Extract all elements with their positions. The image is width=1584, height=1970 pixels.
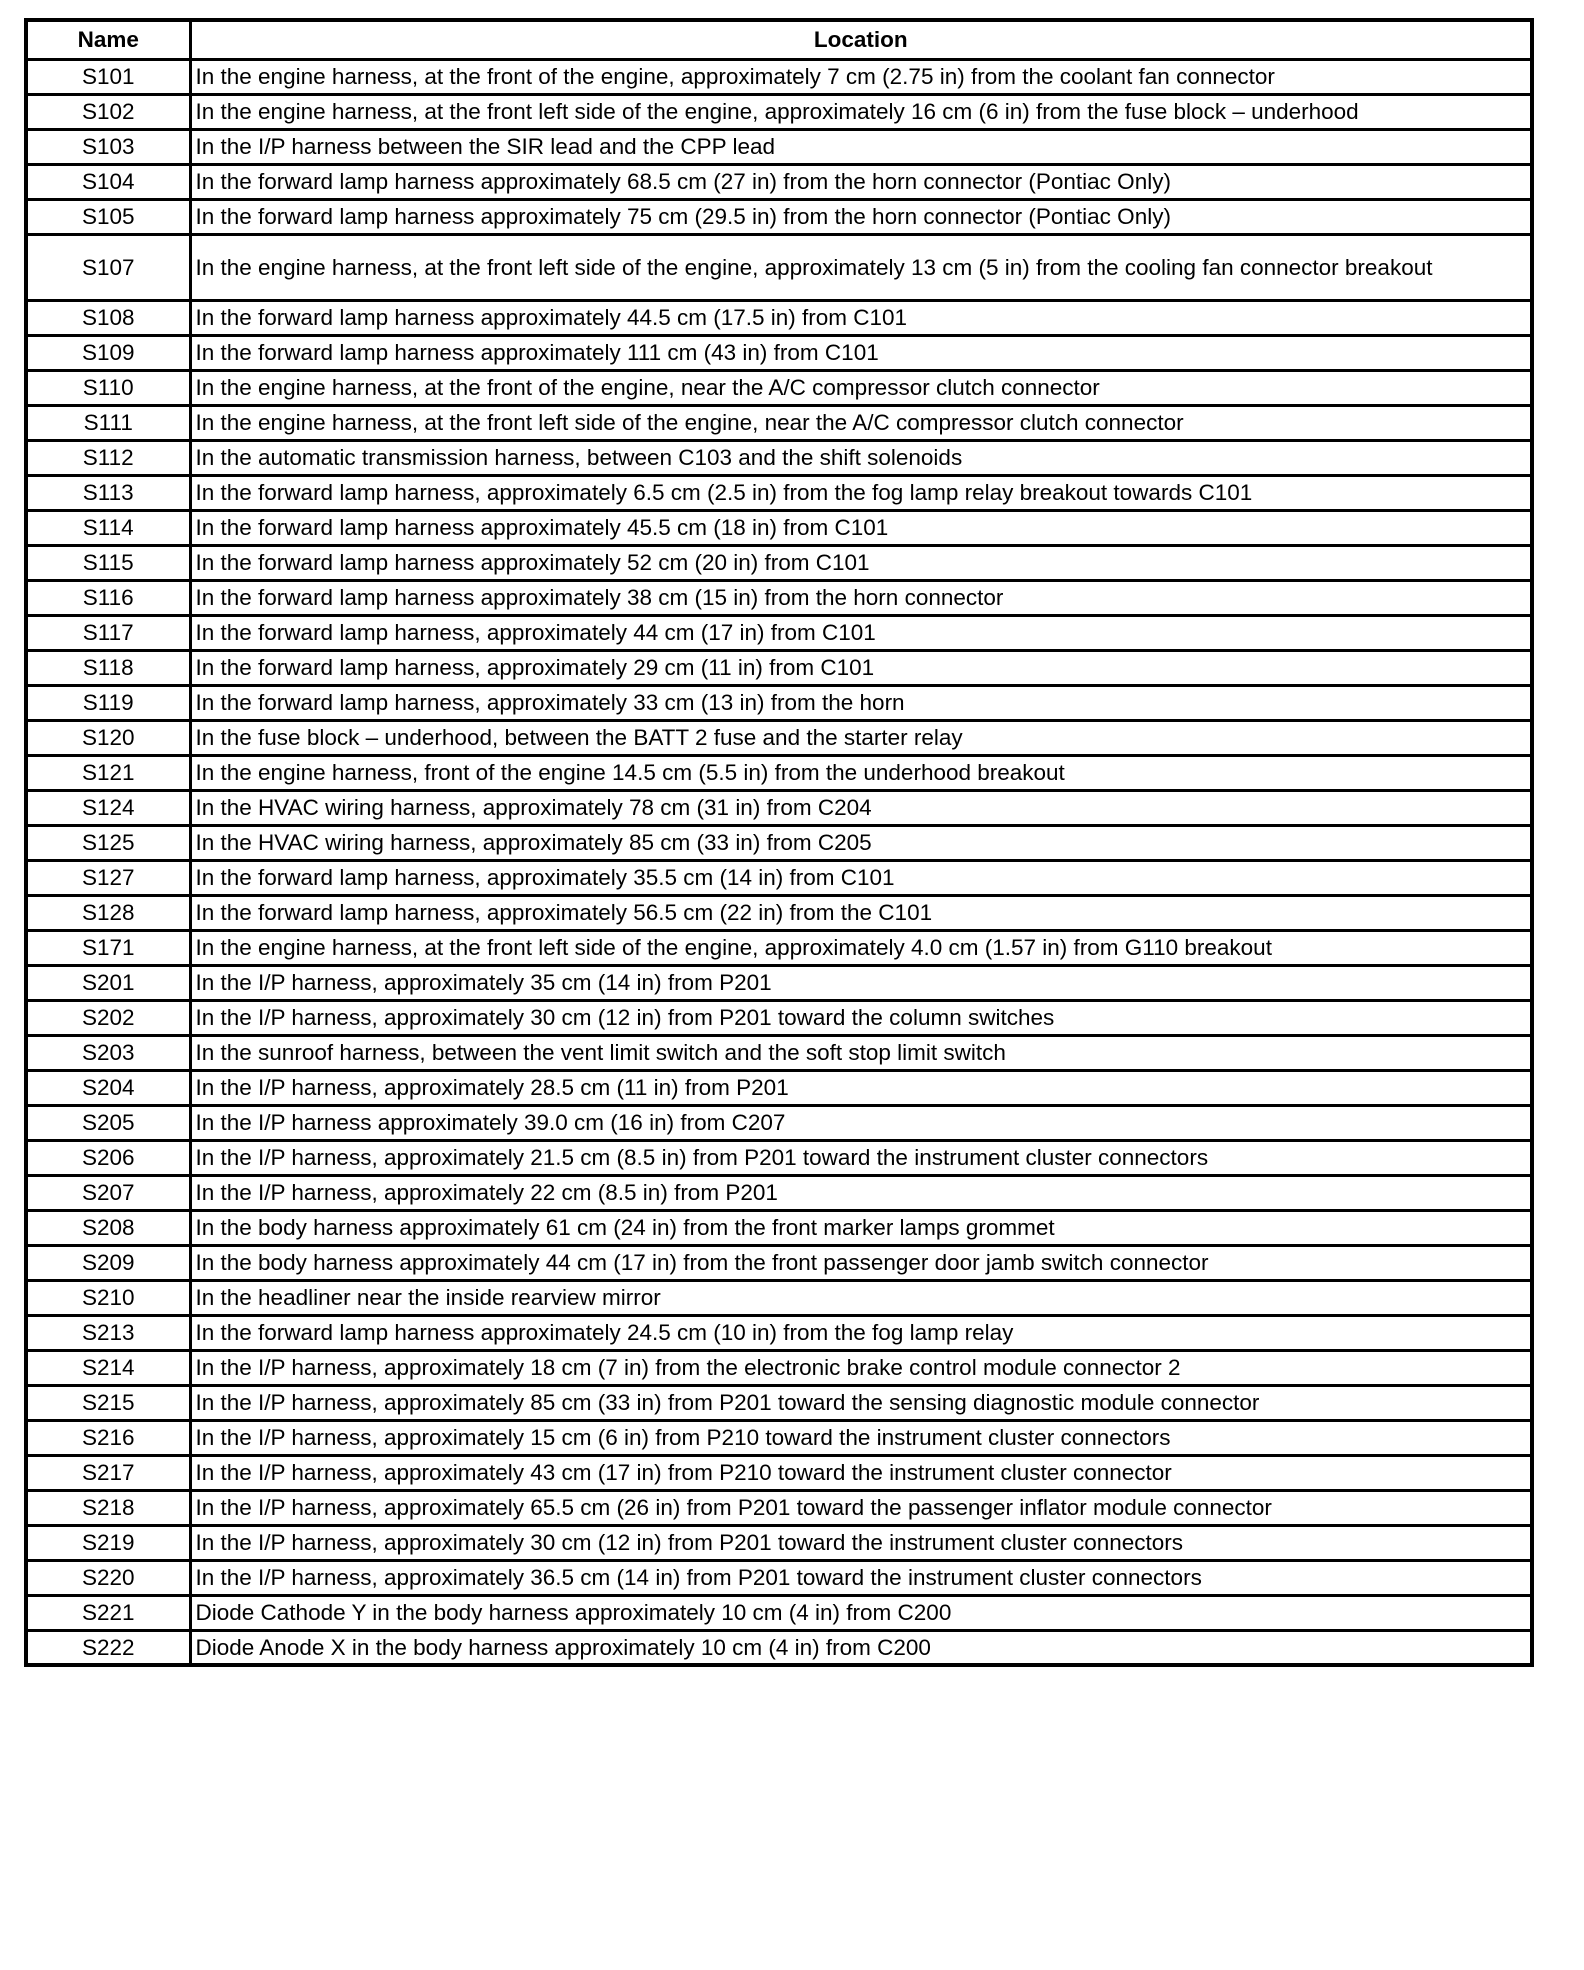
table-row xyxy=(26,1210,1532,1245)
splice-name-cell: S205 xyxy=(26,1105,190,1140)
table-row xyxy=(26,1490,1532,1525)
splice-name-cell: S171 xyxy=(26,930,190,965)
splice-location-cell: In the I/P harness, approximately 43 cm (17 in) from P210 toward the instrument cluster connector xyxy=(190,1455,1532,1490)
splice-name-cell: S119 xyxy=(26,685,190,720)
table-row xyxy=(26,1000,1532,1035)
table-row xyxy=(26,825,1532,860)
splice-name-cell: S127 xyxy=(26,860,190,895)
splice-location-cell: In the I/P harness, approximately 22 cm (8.5 in) from P201 xyxy=(190,1175,1532,1210)
splice-location-cell: In the I/P harness approximately 39.0 cm (16 in) from C207 xyxy=(190,1105,1532,1140)
splice-location-cell: In the forward lamp harness approximately 68.5 cm (27 in) from the horn connector (Pontiac Only) xyxy=(190,164,1532,199)
splice-name-cell: S108 xyxy=(26,300,190,335)
table-row xyxy=(26,199,1532,234)
splice-name-cell: S209 xyxy=(26,1245,190,1280)
splice-name-cell: S117 xyxy=(26,615,190,650)
table-row xyxy=(26,650,1532,685)
splice-name-cell: S125 xyxy=(26,825,190,860)
splice-name-cell: S116 xyxy=(26,580,190,615)
table-row xyxy=(26,1315,1532,1350)
splice-name-cell: S215 xyxy=(26,1385,190,1420)
splice-location-cell: In the forward lamp harness approximately 24.5 cm (10 in) from the fog lamp relay xyxy=(190,1315,1532,1350)
splice-location-cell: In the forward lamp harness, approximately 44 cm (17 in) from C101 xyxy=(190,615,1532,650)
table-row xyxy=(26,1455,1532,1490)
splice-location-cell: In the forward lamp harness approximately 38 cm (15 in) from the horn connector xyxy=(190,580,1532,615)
table-row xyxy=(26,720,1532,755)
splice-name-cell: S216 xyxy=(26,1420,190,1455)
splice-name-cell: S206 xyxy=(26,1140,190,1175)
splice-location-cell: In the HVAC wiring harness, approximately 78 cm (31 in) from C204 xyxy=(190,790,1532,825)
table-row xyxy=(26,475,1532,510)
splice-location-cell: In the forward lamp harness, approximately 29 cm (11 in) from C101 xyxy=(190,650,1532,685)
splice-name-cell: S203 xyxy=(26,1035,190,1070)
splice-location-cell: In the engine harness, at the front of the engine, near the A/C compressor clutch connector xyxy=(190,370,1532,405)
splice-name-cell: S107 xyxy=(26,234,190,300)
table-row xyxy=(26,1630,1532,1665)
table-row xyxy=(26,965,1532,1000)
splice-location-cell: Diode Anode X in the body harness approximately 10 cm (4 in) from C200 xyxy=(190,1630,1532,1665)
table-row xyxy=(26,755,1532,790)
table-row xyxy=(26,234,1532,300)
table-row xyxy=(26,1175,1532,1210)
splice-location-cell: In the engine harness, at the front left side of the engine, near the A/C compressor clutch connector xyxy=(190,405,1532,440)
splice-location-cell: Diode Cathode Y in the body harness approximately 10 cm (4 in) from C200 xyxy=(190,1595,1532,1630)
splice-name-cell: S120 xyxy=(26,720,190,755)
table-row xyxy=(26,1560,1532,1595)
splice-name-cell: S218 xyxy=(26,1490,190,1525)
table-row xyxy=(26,94,1532,129)
splice-location-cell: In the forward lamp harness, approximately 33 cm (13 in) from the horn xyxy=(190,685,1532,720)
splice-location-cell: In the body harness approximately 44 cm (17 in) from the front passenger door jamb switch connector xyxy=(190,1245,1532,1280)
table-row xyxy=(26,1035,1532,1070)
splice-name-cell: S201 xyxy=(26,965,190,1000)
table-row xyxy=(26,1105,1532,1140)
splice-location-table xyxy=(24,18,1534,1667)
splice-location-cell: In the I/P harness, approximately 21.5 cm (8.5 in) from P201 toward the instrument cluster connectors xyxy=(190,1140,1532,1175)
splice-location-cell: In the automatic transmission harness, between C103 and the shift solenoids xyxy=(190,440,1532,475)
splice-location-cell: In the forward lamp harness approximately 45.5 cm (18 in) from C101 xyxy=(190,510,1532,545)
table-row xyxy=(26,370,1532,405)
table-row xyxy=(26,1385,1532,1420)
table-row xyxy=(26,895,1532,930)
splice-name-cell: S105 xyxy=(26,199,190,234)
table-row xyxy=(26,440,1532,475)
splice-name-cell: S102 xyxy=(26,94,190,129)
splice-name-cell: S222 xyxy=(26,1630,190,1665)
splice-location-cell: In the body harness approximately 61 cm (24 in) from the front marker lamps grommet xyxy=(190,1210,1532,1245)
table-body xyxy=(26,59,1532,1665)
table-row xyxy=(26,930,1532,965)
table-row xyxy=(26,1350,1532,1385)
splice-location-cell: In the I/P harness, approximately 28.5 cm (11 in) from P201 xyxy=(190,1070,1532,1105)
table-row xyxy=(26,615,1532,650)
splice-name-cell: S111 xyxy=(26,405,190,440)
splice-name-cell: S214 xyxy=(26,1350,190,1385)
column-header-name: Name xyxy=(26,20,190,59)
table-row xyxy=(26,129,1532,164)
splice-location-cell: In the I/P harness, approximately 35 cm (14 in) from P201 xyxy=(190,965,1532,1000)
table-row xyxy=(26,405,1532,440)
table-row xyxy=(26,300,1532,335)
splice-name-cell: S110 xyxy=(26,370,190,405)
splice-location-cell: In the engine harness, at the front left side of the engine, approximately 16 cm (6 in) from the fuse block – underhood xyxy=(190,94,1532,129)
table-row xyxy=(26,164,1532,199)
splice-name-cell: S109 xyxy=(26,335,190,370)
splice-name-cell: S114 xyxy=(26,510,190,545)
splice-location-cell: In the forward lamp harness, approximately 6.5 cm (2.5 in) from the fog lamp relay breakout towards C101 xyxy=(190,475,1532,510)
splice-location-sheet xyxy=(24,18,1530,1667)
splice-name-cell: S121 xyxy=(26,755,190,790)
splice-location-cell: In the engine harness, front of the engine 14.5 cm (5.5 in) from the underhood breakout xyxy=(190,755,1532,790)
splice-location-cell: In the fuse block – underhood, between the BATT 2 fuse and the starter relay xyxy=(190,720,1532,755)
splice-location-cell: In the I/P harness, approximately 18 cm (7 in) from the electronic brake control module connector 2 xyxy=(190,1350,1532,1385)
table-row xyxy=(26,1525,1532,1560)
splice-name-cell: S104 xyxy=(26,164,190,199)
splice-location-cell: In the I/P harness, approximately 65.5 cm (26 in) from P201 toward the passenger inflator module connector xyxy=(190,1490,1532,1525)
splice-name-cell: S124 xyxy=(26,790,190,825)
splice-name-cell: S204 xyxy=(26,1070,190,1105)
table-row xyxy=(26,545,1532,580)
table-row xyxy=(26,1140,1532,1175)
splice-location-cell: In the forward lamp harness, approximately 35.5 cm (14 in) from C101 xyxy=(190,860,1532,895)
splice-location-cell: In the I/P harness, approximately 15 cm (6 in) from P210 toward the instrument cluster connectors xyxy=(190,1420,1532,1455)
splice-name-cell: S217 xyxy=(26,1455,190,1490)
splice-name-cell: S202 xyxy=(26,1000,190,1035)
splice-name-cell: S101 xyxy=(26,59,190,94)
splice-name-cell: S113 xyxy=(26,475,190,510)
splice-name-cell: S115 xyxy=(26,545,190,580)
splice-name-cell: S128 xyxy=(26,895,190,930)
splice-location-cell: In the I/P harness, approximately 30 cm (12 in) from P201 toward the instrument cluster connectors xyxy=(190,1525,1532,1560)
splice-name-cell: S208 xyxy=(26,1210,190,1245)
table-row xyxy=(26,685,1532,720)
table-row xyxy=(26,1280,1532,1315)
splice-name-cell: S112 xyxy=(26,440,190,475)
splice-name-cell: S221 xyxy=(26,1595,190,1630)
splice-location-cell: In the engine harness, at the front left side of the engine, approximately 4.0 cm (1.57 in) from G110 breakout xyxy=(190,930,1532,965)
column-header-location: Location xyxy=(190,20,1532,59)
table-row xyxy=(26,1245,1532,1280)
splice-location-cell: In the I/P harness between the SIR lead and the CPP lead xyxy=(190,129,1532,164)
table-row xyxy=(26,1420,1532,1455)
table-row xyxy=(26,1595,1532,1630)
splice-name-cell: S103 xyxy=(26,129,190,164)
table-header xyxy=(26,20,1532,59)
table-row xyxy=(26,510,1532,545)
splice-name-cell: S220 xyxy=(26,1560,190,1595)
header-row xyxy=(26,20,1532,59)
splice-name-cell: S213 xyxy=(26,1315,190,1350)
splice-location-cell: In the forward lamp harness, approximately 56.5 cm (22 in) from the C101 xyxy=(190,895,1532,930)
table-row xyxy=(26,335,1532,370)
table-row xyxy=(26,59,1532,94)
splice-location-cell: In the HVAC wiring harness, approximately 85 cm (33 in) from C205 xyxy=(190,825,1532,860)
splice-location-cell: In the sunroof harness, between the vent limit switch and the soft stop limit switch xyxy=(190,1035,1532,1070)
splice-location-cell: In the forward lamp harness approximately 44.5 cm (17.5 in) from C101 xyxy=(190,300,1532,335)
splice-location-cell: In the forward lamp harness approximately 111 cm (43 in) from C101 xyxy=(190,335,1532,370)
splice-location-cell: In the I/P harness, approximately 30 cm (12 in) from P201 toward the column switches xyxy=(190,1000,1532,1035)
table-row xyxy=(26,860,1532,895)
splice-name-cell: S118 xyxy=(26,650,190,685)
splice-location-cell: In the I/P harness, approximately 85 cm (33 in) from P201 toward the sensing diagnostic module connector xyxy=(190,1385,1532,1420)
table-row xyxy=(26,580,1532,615)
splice-name-cell: S219 xyxy=(26,1525,190,1560)
splice-location-cell: In the engine harness, at the front left side of the engine, approximately 13 cm (5 in) from the cooling fan connector breakout xyxy=(190,234,1532,300)
splice-name-cell: S207 xyxy=(26,1175,190,1210)
table-row xyxy=(26,1070,1532,1105)
splice-name-cell: S210 xyxy=(26,1280,190,1315)
splice-location-cell: In the I/P harness, approximately 36.5 cm (14 in) from P201 toward the instrument cluster connectors xyxy=(190,1560,1532,1595)
splice-location-cell: In the forward lamp harness approximately 52 cm (20 in) from C101 xyxy=(190,545,1532,580)
splice-location-cell: In the forward lamp harness approximately 75 cm (29.5 in) from the horn connector (Pontiac Only) xyxy=(190,199,1532,234)
splice-location-cell: In the headliner near the inside rearview mirror xyxy=(190,1280,1532,1315)
table-row xyxy=(26,790,1532,825)
splice-location-cell: In the engine harness, at the front of the engine, approximately 7 cm (2.75 in) from the coolant fan connector xyxy=(190,59,1532,94)
